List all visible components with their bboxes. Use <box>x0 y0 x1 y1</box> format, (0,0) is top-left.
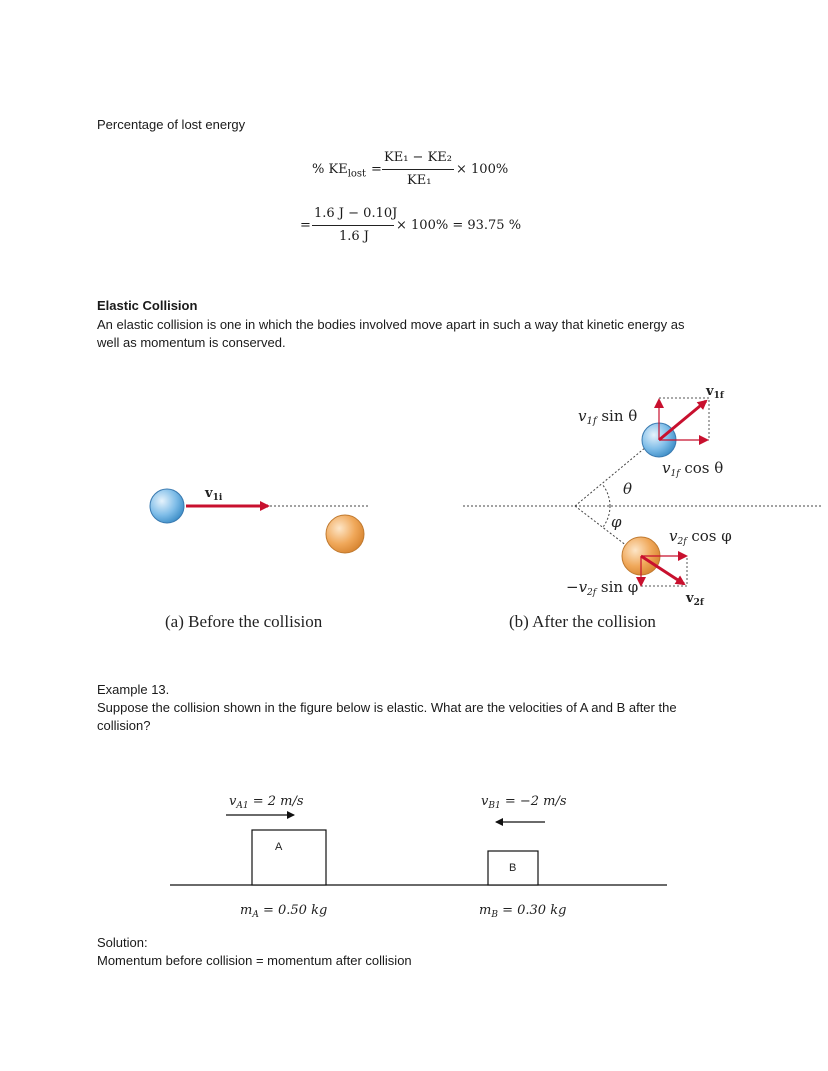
formula-tail-1: × 100% <box>456 162 509 177</box>
label-ma: $m_A = 0.50$ kg <box>240 903 328 920</box>
theta-arc <box>602 484 610 506</box>
label-va1: $v_{A1} = 2$ m/s <box>229 794 304 811</box>
ball-1-before <box>150 489 184 523</box>
block-a-label: A <box>275 841 283 853</box>
formula-numerator-2: 1.6 J − 0.10J <box>314 206 398 221</box>
label-v1f-sin: $v_{1f}$ sin θ <box>578 407 638 427</box>
phi-label: φ <box>611 513 622 531</box>
formula-tail-2: × 100% = 93.75 % <box>396 218 522 233</box>
example-figure <box>0 770 828 930</box>
label-v2f-cos: $v_{2f}$ cos φ <box>669 527 732 547</box>
label-v2f-sin: $-v_{2f}$ sin φ <box>566 578 639 598</box>
example-question-line1: Suppose the collision shown in the figure below is elastic. What are the velocities of A and B after the <box>97 700 677 715</box>
ball-2-before <box>326 515 364 553</box>
elastic-body-line2: well as momentum is conserved. <box>97 335 286 350</box>
label-vb1: $v_{B1} = -2$ m/s <box>481 794 567 811</box>
label-v1i: $v_{1i}$ <box>205 486 223 503</box>
velocity-arrow-v1f <box>659 401 706 440</box>
formula-lhs-sub: lost <box>347 168 367 180</box>
label-mb: $m_B = 0.30$ kg <box>479 903 567 920</box>
caption-before: (a) Before the collision <box>165 612 323 631</box>
phi-arc <box>603 506 610 527</box>
caption-after: (b) After the collision <box>509 612 656 631</box>
formula-eq-1: = <box>371 162 382 177</box>
solution-line1: Momentum before collision = momentum after collision <box>97 953 412 968</box>
label-v2f: $v_{2f}$ <box>686 591 704 608</box>
formula-lhs-text: % KE <box>312 162 348 177</box>
label-v1f: $v_{1f}$ <box>706 384 724 401</box>
example-title: Example 13. <box>97 682 170 697</box>
formula-numerator-1: KE₁ − KE₂ <box>384 150 452 165</box>
theta-label: θ <box>623 480 633 498</box>
before-collision-diagram <box>150 486 370 553</box>
elastic-body-line1: An elastic collision is one in which the bodies involved move apart in such a way that kinetic energy as <box>97 317 685 332</box>
solution-label: Solution: <box>97 935 148 950</box>
formula-denominator-2: 1.6 J <box>339 229 370 244</box>
example-question-line2: collision? <box>97 718 151 733</box>
section-heading-elastic: Elastic Collision <box>97 298 198 313</box>
block-b-label: B <box>509 862 517 874</box>
formula-denominator-1: KE₁ <box>407 173 432 188</box>
after-collision-diagram <box>463 384 822 608</box>
section-heading-lost-energy: Percentage of lost energy <box>97 117 246 132</box>
label-v1f-cos: $v_{1f}$ cos θ <box>662 459 724 479</box>
block-a <box>252 830 326 885</box>
formula-eq-2: = <box>300 218 311 233</box>
